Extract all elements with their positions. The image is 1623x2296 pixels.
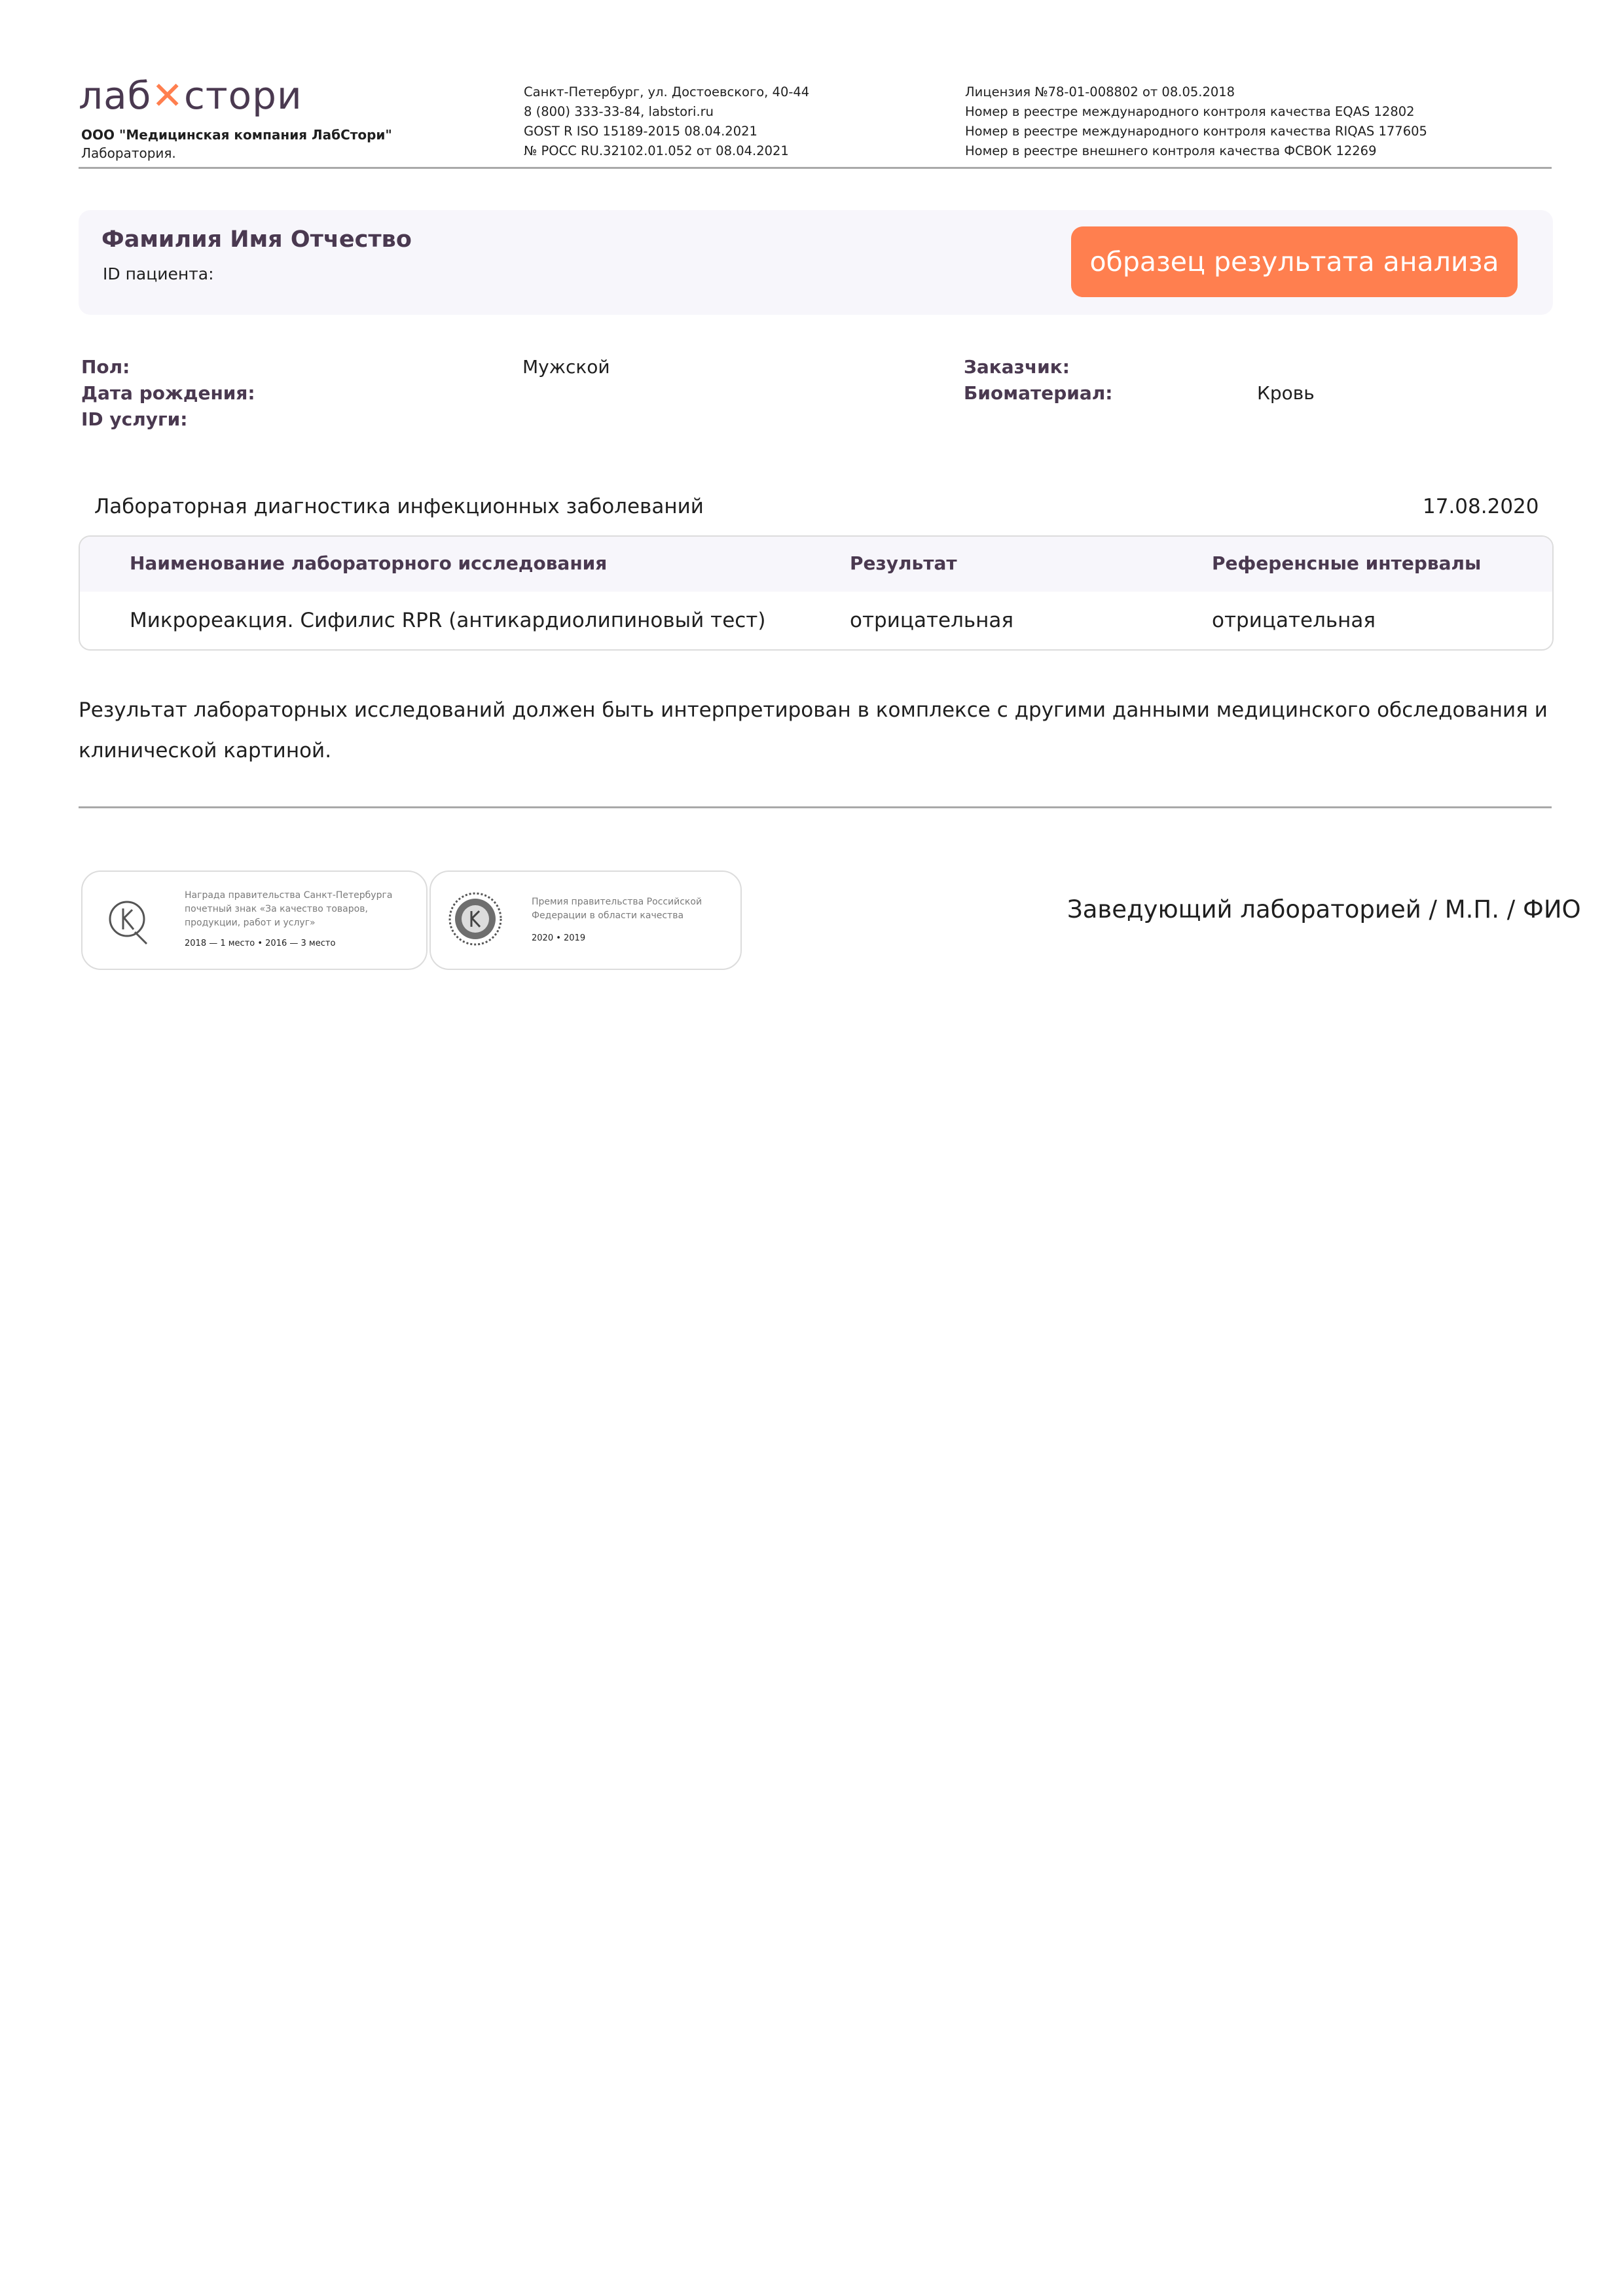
signature-line: Заведующий лабораторией / М.П. / ФИО [1067, 895, 1581, 924]
award-badge-rf [429, 870, 742, 970]
patient-id-label: ID пациента: [103, 264, 214, 283]
cell-reference: отрицательная [1212, 609, 1376, 632]
award-text [532, 895, 702, 923]
award-badge-spb [81, 870, 428, 970]
address-block [524, 82, 809, 161]
address-line: № РОСС RU.32102.01.052 от 08.04.2021 [524, 143, 789, 158]
quality-emblem-icon [106, 894, 152, 946]
footer-divider [79, 806, 1552, 808]
address-line: GOST R ISO 15189-2015 08.04.2021 [524, 124, 757, 139]
birth-date-label: Дата рождения: [81, 382, 255, 404]
sex-value: Мужской [522, 356, 610, 378]
license-block [965, 82, 1427, 161]
logo-text-left: лаб [79, 73, 152, 118]
sample-result-badge: образец результата анализа [1071, 226, 1518, 297]
award-years: 2018 — 1 место • 2016 — 3 место [185, 939, 336, 948]
column-header-result: Результат [850, 552, 957, 574]
patient-name: Фамилия Имя Отчество [101, 226, 412, 253]
license-line: Номер в реестре внешнего контроля качества ФСВОК 12269 [965, 143, 1377, 158]
logo-text-right: стори [184, 73, 302, 118]
sex-label: Пол: [81, 356, 130, 378]
service-id-label: ID услуги: [81, 408, 188, 430]
license-line: Номер в реестре международного контроля качества RIQAS 177605 [965, 124, 1427, 139]
section-title: Лабораторная диагностика инфекционных заболеваний [94, 495, 704, 518]
award-line: продукции, работ и услуг» [185, 918, 316, 928]
note-line: клинической картиной. [79, 739, 332, 762]
license-line: Номер в реестре международного контроля качества EQAS 12802 [965, 104, 1415, 119]
column-header-reference: Референсные интервалы [1212, 552, 1482, 574]
award-line: Награда правительства Санкт-Петербурга [185, 890, 393, 901]
award-text [185, 889, 392, 930]
company-name: ООО "Медицинская компания ЛабСтори" [81, 127, 392, 143]
company-subtitle: Лаборатория. [81, 145, 176, 161]
header-divider [79, 167, 1552, 169]
results-table [79, 535, 1554, 651]
section-date: 17.08.2020 [1423, 495, 1539, 518]
table-header [80, 537, 1552, 592]
cell-test-name: Микрореакция. Сифилис RPR (антикардиолипиновый тест) [130, 609, 766, 632]
biomaterial-label: Биоматериал: [964, 382, 1113, 404]
customer-label: Заказчик: [964, 356, 1070, 378]
logo-mark-icon: ✕ [151, 73, 184, 118]
award-line: Премия правительства Российской [532, 897, 702, 907]
address-line: Санкт-Петербург, ул. Достоевского, 40-44 [524, 84, 810, 99]
license-line: Лицензия №78-01-008802 от 08.05.2018 [965, 84, 1235, 99]
lab-logo [79, 73, 302, 118]
address-line: 8 (800) 333-33-84, labstori.ru [524, 104, 714, 119]
award-years: 2020 • 2019 [532, 933, 586, 943]
award-line: почетный знак «За качество товаров, [185, 904, 368, 914]
interpretation-note [79, 690, 1552, 771]
award-line: Федерации в области качества [532, 910, 684, 921]
column-header-test: Наименование лабораторного исследования [130, 552, 608, 574]
biomaterial-value: Кровь [1257, 382, 1315, 404]
government-award-emblem-icon [448, 891, 503, 946]
note-line: Результат лабораторных исследований должен быть интерпретирован в комплексе с другими данными медицинского обследования и [79, 698, 1548, 722]
cell-result: отрицательная [850, 609, 1014, 632]
